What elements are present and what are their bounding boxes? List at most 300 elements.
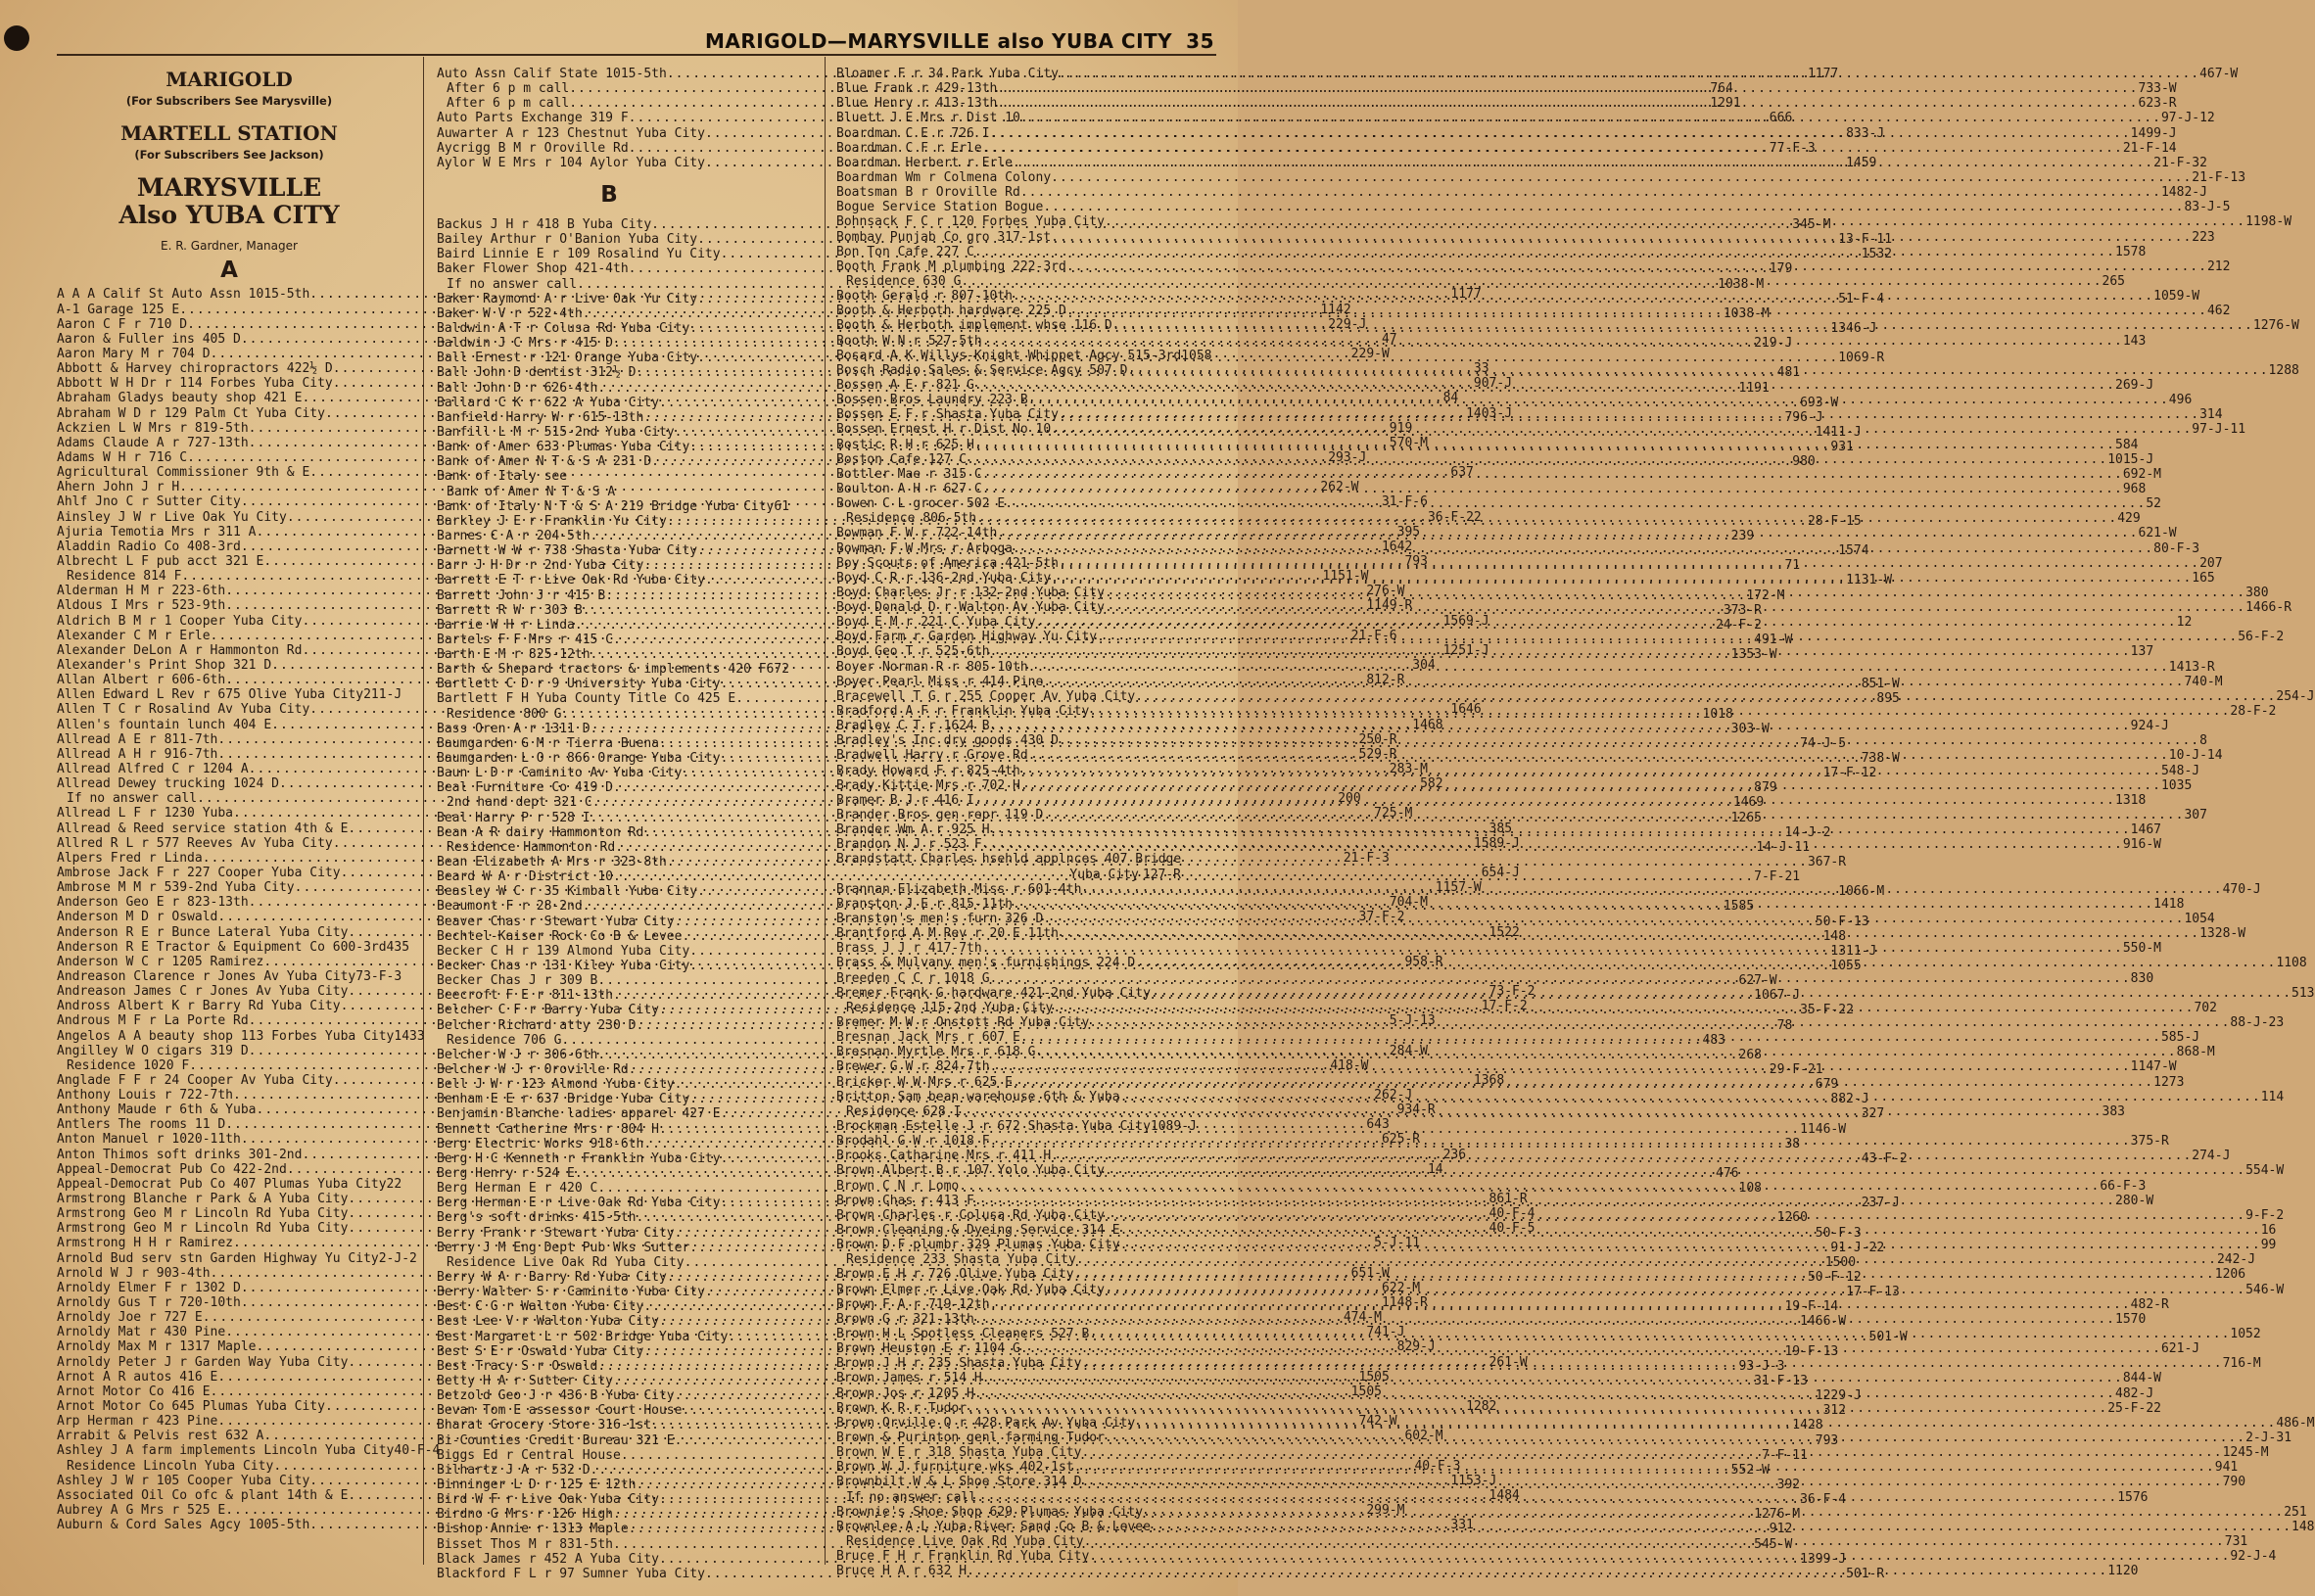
- listing-phone: 236: [1442, 1147, 1467, 1162]
- listing-phone: 280-W: [2115, 1193, 2154, 1208]
- listing-name: Berg Henry r 524 E: [437, 1165, 575, 1181]
- listing-name: Ajuria Temotia Mrs r 311 A: [57, 524, 257, 540]
- listing-name: Boyd Donald D r Walton Av Yuba City: [836, 600, 1105, 616]
- listing-phone: 1570: [2115, 1311, 2147, 1327]
- listing-phone: 868-M: [2176, 1045, 2215, 1060]
- leader-dots: [1013, 1072, 2153, 1093]
- listing-phone: 467-W: [2199, 67, 2239, 81]
- leader-dots: [982, 941, 2123, 956]
- leader-dots: [1013, 541, 2153, 559]
- header-title: MARIGOLD—MARYSVILLE also YUBA CITY: [704, 29, 1173, 53]
- listing-name: Bracewell T G r 255 Cooper Av Yuba City: [836, 688, 1136, 704]
- listing-name: Bowen C L grocer 502 E: [836, 496, 1006, 512]
- listing-name: Bostic R H r 625 H: [836, 437, 974, 452]
- listing-phone: 1273: [2153, 1074, 2185, 1090]
- listing-name: Belcher W J r Oroville Rd: [437, 1062, 629, 1077]
- listing-phone: 1151-W: [1322, 569, 1369, 585]
- leader-dots: [974, 245, 2115, 262]
- listing-phone: 262-J: [1374, 1088, 1413, 1103]
- listing-entry: [836, 348, 1212, 363]
- listing-name: Bogue Service Station Bogue: [836, 200, 1044, 215]
- listing-name: Boyer Norman R r 805-10th: [836, 659, 1028, 675]
- listing-name: Bresnan Jack Mrs r 607 E: [836, 1030, 1020, 1046]
- listing-name: Brady Kittie Mrs r 702 H: [836, 777, 1020, 793]
- listing-phone: 1403-J: [1466, 405, 1513, 421]
- listing-name: Biggs Ed r Central House: [437, 1447, 621, 1463]
- listing-phone: 916-W: [2122, 837, 2161, 853]
- listing-phone: 1055: [1830, 959, 1862, 974]
- listing-name: Bradley C T r 1624 B: [836, 719, 990, 734]
- listing-name: Ashley J W r 105 Cooper Yuba City: [57, 1473, 310, 1488]
- leader-dots: [974, 1312, 2115, 1330]
- listing-entry: [437, 469, 781, 484]
- listing-entry: [57, 687, 402, 702]
- listing-name: Brown F A r 719-12th: [836, 1296, 990, 1312]
- listing-name: Britton Sam bean warehouse 6th & Yuba: [836, 1089, 1120, 1104]
- listing-phone: 851-W: [1861, 677, 1900, 692]
- leader-dots: [1105, 214, 2245, 229]
- listing-entry: [57, 1443, 441, 1459]
- listing-name: Blue Henry r 413-13th: [836, 96, 998, 112]
- listing-name: Allen's fountain lunch 404 E: [57, 717, 272, 732]
- listing-phone: 114: [2260, 1089, 2285, 1104]
- listing-phone: 1198-W: [2245, 214, 2292, 230]
- listing-entry: [836, 185, 2207, 201]
- leader-dots: [976, 511, 2117, 526]
- listing-phone: 7-F-21: [1754, 869, 1801, 885]
- leader-dots: [974, 793, 2115, 811]
- listing-phone: 1229-J: [1815, 1388, 1862, 1404]
- listing-name: Ackzien L W Mrs r 819-5th: [57, 420, 249, 436]
- listing-name: Boardman C F r Erle: [836, 140, 982, 156]
- listing-name: Boyd E M r 221 C Yuba City: [836, 615, 1036, 631]
- listing-phone: 672: [766, 662, 790, 678]
- listing-phone: 254-J: [2276, 688, 2315, 704]
- listing-name: Bossen A E r 821 G: [836, 377, 974, 393]
- listing-phone: 552-W: [1730, 1462, 1770, 1478]
- listing-name: Beal Harry P r 528 I: [437, 810, 591, 825]
- listing-name: Boyd C R r 136-2nd Yuba City: [836, 570, 1052, 586]
- listing-name: Brownbilt W & L Shoe Store 314 D: [836, 1475, 1082, 1490]
- listing-name: Bosard A K Willys-Knight Whippet Agcy 515-3rd: [836, 348, 1182, 363]
- leader-dots: [959, 1179, 2100, 1197]
- listing-phone: 1108: [2276, 956, 2307, 971]
- listing-name: Brockman Estelle J r 672 Shasta Yuba City: [836, 1118, 1151, 1134]
- listing-name: Bartlett C D r 9 University Yuba City: [437, 677, 721, 692]
- listing-name: Brannan Elizabeth Miss r 601-4th: [836, 881, 1082, 897]
- listing-phone: 50-F-3: [1815, 1225, 1862, 1241]
- listing-name: After 6 p m call: [447, 81, 570, 97]
- listing-phone: 83-J-5: [2184, 200, 2231, 215]
- listing-phone: 716-M: [2222, 1356, 2261, 1372]
- listing-name: Baker Raymond A r Live Oak Yu City: [437, 291, 698, 306]
- listing-phone: 1353-W: [1730, 647, 1777, 663]
- listing-phone: 1500: [1824, 1254, 1857, 1270]
- listing-phone: 429: [2117, 511, 2141, 527]
- listing-phone: 1282: [1466, 1399, 1497, 1415]
- listing-phone: 1066-M: [1838, 884, 1885, 900]
- listing-phone: 367-R: [1807, 855, 1847, 870]
- leader-dots: [1020, 1030, 2161, 1045]
- listing-phone: 741-J: [1366, 1325, 1405, 1340]
- listing-phone: 1318: [2115, 792, 2147, 808]
- listing-phone: 829-J: [1396, 1339, 1436, 1355]
- listing-name: Ambrose Jack F r 227 Cooper Yuba City: [57, 865, 341, 880]
- leader-dots: [967, 452, 2107, 470]
- listing-name: Armstrong H H r Ramirez: [57, 1236, 234, 1251]
- listing-name: Alexander's Print Shop 321 D: [57, 657, 272, 673]
- listing-name: Anglade F F r 24 Cooper Av Yuba City: [57, 1072, 333, 1088]
- listing-name: Brewer G W r 824-7th: [836, 1059, 990, 1075]
- listing-name: Residence Lincoln Yuba City: [67, 1458, 274, 1474]
- manager-line: E. R. Gardner, Manager: [161, 239, 298, 254]
- listing-name: Beasley W C r 35 Kimball Yuba City: [437, 884, 698, 900]
- listing-phone: 9-F-2: [2245, 1207, 2285, 1223]
- leader-dots: [1112, 318, 2253, 333]
- listing-entry: [836, 169, 2246, 185]
- listing-phone: 742-W: [1358, 1414, 1397, 1430]
- listing-name: Appeal-Democrat Pub Co 422-2nd: [57, 1161, 287, 1177]
- listing-phone: 919: [1389, 420, 1413, 436]
- listing-name: Bluett J E Mrs r Dist 10: [836, 111, 1020, 126]
- listing-phone: 1177: [1450, 287, 1482, 303]
- listing-name: Blackford F L r 97 Sumner Yuba City: [437, 1566, 705, 1581]
- listing-name: Aldous I Mrs r 523-9th: [57, 598, 226, 614]
- listing-phone: 304: [1412, 657, 1436, 673]
- listing-phone: 50-F-13: [1815, 914, 1869, 929]
- listing-phone: 10-J-14: [2168, 748, 2223, 764]
- leader-dots: [1105, 600, 2245, 615]
- listing-name: Ball John D r 626-4th: [437, 380, 598, 396]
- listing-phone: 51-F-4: [1838, 291, 1885, 306]
- listing-name: Booth & Herboth implement whse 116 D: [836, 318, 1112, 334]
- listing-name: Barrie W H r Linda: [437, 617, 575, 633]
- town-heading-marysville: MARYSVILLE: [136, 173, 322, 203]
- leader-dots: [1151, 986, 2291, 1004]
- listing-name: Boardman Wm r Colmena Colony: [836, 169, 1052, 185]
- leader-dots: [1059, 733, 2199, 748]
- listing-phone: 1467: [2130, 822, 2161, 838]
- listing-phone: 88-J-23: [2230, 1015, 2285, 1030]
- listing-name: Appeal-Democrat Pub Co 407 Plumas Yuba City: [57, 1176, 387, 1192]
- listing-name: Berry Frank r Stewart Yuba City: [437, 1225, 675, 1241]
- listing-name: Allread Dewey trucking 1024 D: [57, 776, 279, 792]
- listing-phone: 481: [1776, 365, 1801, 381]
- listing-name: Bruce F H r Franklin Rd Yuba City: [836, 1549, 1090, 1565]
- listing-name: Boardman C E r 726 I: [836, 125, 990, 141]
- listing-phone: 21-F-14: [2122, 140, 2177, 156]
- listing-phone: 545-W: [1754, 1536, 1793, 1552]
- listing-name: Anderson W C r 1205 Ramirez: [57, 954, 264, 969]
- leader-dots: [1020, 185, 2161, 200]
- leader-dots: [967, 1401, 2107, 1419]
- listing-phone: 1018: [1702, 706, 1733, 722]
- listing-name: Berry J M Eng Dept Pub Wks Sutter: [437, 1240, 690, 1255]
- listing-phone: 501-R: [1846, 1566, 1885, 1581]
- listing-phone: 704-M: [1389, 895, 1428, 911]
- listing-name: Binninger L D r 125 E 12th: [437, 1477, 637, 1492]
- listing-name: Residence 630 G: [846, 273, 962, 289]
- listing-phone: 25-F-22: [2107, 1400, 2161, 1416]
- listing-name: Banfill L M r 515-2nd Yuba City: [437, 424, 675, 440]
- listing-phone: 265: [2102, 273, 2126, 289]
- listing-phone: 28-F-15: [1807, 513, 1862, 529]
- listing-phone: 1585: [1723, 899, 1755, 915]
- listing-phone: 435: [386, 939, 410, 955]
- listing-phone: 22: [386, 1176, 402, 1192]
- listing-phone: 1177: [1807, 67, 1839, 81]
- listing-name: Abbott W H Dr r 114 Forbes Yuba City: [57, 376, 333, 392]
- listing-phone: 418-W: [1330, 1057, 1369, 1073]
- leader-dots: [1020, 761, 2161, 781]
- listing-phone: 934-R: [1396, 1103, 1436, 1118]
- listing-name: Berg Herman E r 420 C: [437, 1181, 598, 1197]
- listing-name: A-1 Garage 125 E: [57, 302, 180, 317]
- listing-phone: 1245-M: [2222, 1445, 2269, 1461]
- listing-phone: 165: [2192, 570, 2215, 586]
- listing-name: Ainsley J W r Live Oak Yu City: [57, 509, 287, 525]
- listing-name: Branston J E r 815-11th: [836, 896, 1014, 912]
- listing-phone: 200: [1338, 791, 1361, 807]
- town-note: (For Subscribers See Marysville): [125, 94, 333, 108]
- leader-dots: [1036, 1045, 2177, 1059]
- listing-phone: 501-W: [1868, 1329, 1908, 1344]
- listing-name: Brown J H r 235 Shasta Yuba City: [836, 1356, 1082, 1372]
- listing-phone: 148: [1822, 928, 1847, 944]
- listing-phone: 97-J-11: [2192, 422, 2246, 438]
- listing-name: Ballard C K r 622 A Yuba City: [437, 395, 659, 410]
- listing-name: Beard W A r District 10: [437, 869, 614, 885]
- listing-name: Baird Linnie E r 109 Rosalind Yu City: [437, 247, 721, 262]
- listing-name: Boy Scouts of America 421-5th: [836, 555, 1059, 571]
- leader-dots: [974, 1386, 2115, 1404]
- listing-phone: 73-F-3: [355, 968, 402, 984]
- listing-name: Andross Albert K r Barry Rd Yuba City: [57, 999, 341, 1014]
- listing-phone: 1149-R: [1366, 598, 1413, 614]
- listing-phone: 968: [2122, 481, 2147, 496]
- leader-dots: [976, 1487, 2117, 1508]
- leader-dots: [990, 1059, 2131, 1074]
- listing-phone: 250-R: [1358, 731, 1397, 747]
- listing-name: Birdno G Mrs r 126 High: [437, 1507, 614, 1523]
- listing-name: Becker Chas J r 309 B: [437, 973, 598, 989]
- listing-phone: 1459: [1846, 155, 1877, 170]
- listing-phone: 211-J: [363, 687, 402, 703]
- listing-name: Bass Oren A r 1311 D: [437, 721, 591, 736]
- listing-phone: 958-R: [1404, 954, 1443, 969]
- listing-phone: 327: [1861, 1106, 1885, 1122]
- leader-dots: [974, 378, 2115, 393]
- listing-phone: 882-J: [1830, 1092, 1869, 1107]
- listing-phone: 74-J-5: [1800, 735, 1847, 751]
- listing-name: Aladdin Radio Co 408-3rd: [57, 539, 241, 554]
- listing-phone: 127-R: [1142, 867, 1181, 882]
- listing-phone: 1428: [1792, 1418, 1823, 1433]
- leader-dots: [1105, 586, 2245, 600]
- listing-phone: 1131-W: [1846, 573, 1893, 588]
- leader-dots: [990, 644, 2131, 659]
- leader-dots: [990, 126, 2131, 141]
- leader-dots: [1036, 615, 2177, 630]
- listing-name: Breeden C C r 1018 G: [836, 970, 990, 986]
- listing-phone: 314: [2199, 407, 2223, 423]
- listing-phone: 14-J-2: [1784, 824, 1831, 840]
- leader-dots: [1028, 393, 2169, 407]
- listing-name: Arnot Motor Co 645 Plumas Yuba City: [57, 1399, 325, 1415]
- listing-phone: 47: [1381, 331, 1397, 347]
- listing-name: Belcher C F r Barry Yuba City: [437, 1003, 659, 1018]
- listing-name: Benjamin Blanche ladies apparel 427 E: [437, 1106, 721, 1122]
- leader-dots: [1066, 304, 2207, 318]
- listing-name: Boston Cafe 127 C: [836, 451, 968, 467]
- town-headings: [57, 67, 402, 254]
- listing-entry: [57, 969, 402, 984]
- listing-name: Baumgarden L O r 866 Orange Yuba City: [437, 751, 721, 767]
- leader-dots: [1135, 689, 2276, 707]
- listing-phone: 31-F-6: [1381, 494, 1428, 510]
- listing-phone: 482-J: [2115, 1385, 2154, 1401]
- listing-phone: 1469: [1732, 795, 1765, 811]
- listing-phone: 1522: [1488, 924, 1520, 940]
- listing-name: Brodahl G W r 1018 F: [836, 1134, 990, 1150]
- listing-name: Bradwell Harry r Grove Rd: [836, 748, 1028, 764]
- listing-phone: 1142: [1320, 302, 1351, 317]
- listing-name: Best C G r Walton Yuba City: [437, 1299, 644, 1315]
- listing-name: Booth Frank M plumbing 222-3rd: [836, 258, 1066, 274]
- leader-dots: [1043, 808, 2184, 822]
- listing-name: Bilhartz J A r 532 D: [437, 1462, 591, 1478]
- listing-phone: 693-W: [1800, 395, 1839, 410]
- listing-phone: 331: [1450, 1518, 1474, 1533]
- listing-phone: 307: [2184, 808, 2207, 823]
- listing-name: Brooks Catharine Mrs r 411 H: [836, 1149, 1052, 1164]
- listing-phone: 529-R: [1358, 746, 1397, 762]
- listing-name: Auwarter A r 123 Chestnut Yuba City: [437, 125, 705, 141]
- listing-name: Allen Edward L Rev r 675 Olive Yuba City: [57, 687, 364, 703]
- listing-name: Residence 233 Shasta Yuba City: [846, 1252, 1076, 1268]
- listing-name: Adams Claude A r 727-13th: [57, 435, 249, 450]
- listing-name: Yuba City: [1069, 867, 1139, 882]
- listing-phone: 1328-W: [2199, 926, 2246, 942]
- listing-phone: 91-J-22: [1830, 1240, 1885, 1255]
- listing-entry: [836, 852, 1181, 867]
- listing-entry: [57, 939, 410, 955]
- listing-name: Aaron Mary M r 704 D: [57, 347, 211, 362]
- listing-name: Boyd Charles Jr r 132-2nd Yuba City: [836, 585, 1105, 600]
- listing-name: Booth W N r 527-5th: [836, 333, 982, 349]
- listing-phone: 844-W: [2122, 1371, 2161, 1386]
- listing-phone: 92-J-4: [2230, 1549, 2277, 1565]
- listing-phone: 550-M: [2122, 941, 2161, 957]
- listing-name: Bank of Amer N T & S A: [447, 484, 616, 499]
- listing-phone: 242-J: [2216, 1252, 2256, 1268]
- listing-phone: 36-F-22: [1427, 509, 1482, 525]
- listing-name: Bird W F r Live Oak Yuba City: [437, 1492, 659, 1508]
- listing-phone: 725-M: [1374, 806, 1413, 821]
- listing-phone: 1505: [1350, 1384, 1382, 1399]
- listing-phone: 1191: [1738, 380, 1770, 396]
- leader-dots: [967, 1564, 2107, 1578]
- listing-phone: 924-J: [2130, 719, 2169, 734]
- leader-dots: [1074, 1267, 2215, 1282]
- listing-phone: 483: [1702, 1032, 1726, 1048]
- listing-name: Brown G r 321-13th: [836, 1311, 974, 1327]
- listing-phone: 513: [2291, 985, 2315, 1001]
- listing-name: Ball Ernest r 121 Orange Yuba City: [437, 351, 698, 366]
- listing-phone: 622-M: [1381, 1280, 1421, 1295]
- leader-dots: [1059, 556, 2199, 574]
- leader-dots: [982, 1371, 2123, 1385]
- listing-phone: 692-M: [2122, 466, 2161, 482]
- leader-dots: [982, 141, 2123, 156]
- listing-name: Abbott & Harvey chiropractors 422½ D: [57, 361, 333, 377]
- listing-name: Bradley's Inc dry goods 430 D: [836, 733, 1059, 749]
- listing-phone: 796-J: [1784, 409, 1823, 425]
- listing-phone: 702: [2194, 1000, 2217, 1015]
- listing-phone: 237-J: [1861, 1196, 1900, 1211]
- listing-phone: 1482-J: [2160, 185, 2207, 201]
- page-number: 35: [1186, 29, 1214, 53]
- listing-phone: 1276-M: [1754, 1507, 1801, 1523]
- listing-phone: 299-M: [1366, 1503, 1405, 1518]
- listing-phone: 733-W: [2138, 81, 2177, 97]
- listing-name: Bottler Mae r 315 C: [836, 466, 982, 482]
- listing-phone: 303-W: [1730, 721, 1770, 736]
- listing-phone: 43-F-2: [1861, 1150, 1908, 1166]
- listing-name: Bowman F W r 722-14th: [836, 526, 998, 541]
- listing-phone: 38: [1784, 1136, 1801, 1151]
- listing-name: Auto Parts Exchange 319 F: [437, 111, 629, 126]
- leader-dots: [1013, 289, 2153, 304]
- listing-phone: 28-F-2: [2230, 704, 2277, 720]
- listing-phone: 1578: [2115, 244, 2147, 259]
- listing-phone: 383: [2102, 1103, 2126, 1119]
- listing-name: Alexander C M r Erle: [57, 628, 211, 643]
- listing-name: Agricultural Commissioner 9th & E: [57, 465, 310, 481]
- listing-phone: 269-J: [2115, 377, 2154, 393]
- listing-phone: 666: [1769, 111, 1793, 126]
- listing-name: Brantford A M Rev r 20 E 11th: [836, 926, 1059, 942]
- listing-phone: 582: [1420, 776, 1443, 792]
- listing-name: Arnold Bud serv stn Garden Highway Yu City: [57, 1250, 379, 1266]
- leader-dots: [1105, 1163, 2245, 1178]
- listing-name: Beal Furniture Co 419 D: [437, 780, 614, 796]
- listing-name: Berry Walter S r Caminito Yuba City: [437, 1285, 705, 1300]
- listing-phone: 229-J: [1328, 316, 1367, 332]
- listing-name: Ball John D dentist 312½ D: [437, 365, 637, 381]
- leader-dots: [1028, 748, 2169, 763]
- leader-dots: [1043, 675, 2184, 692]
- header-rule: [57, 54, 1216, 56]
- listing-phone: 625-R: [1381, 1132, 1421, 1148]
- listing-name: Residence Live Oak Rd Yuba City: [447, 1254, 685, 1270]
- listing-phone: 8: [2199, 733, 2207, 749]
- leader-dots: [1089, 1327, 2230, 1341]
- leader-dots: [990, 719, 2131, 733]
- listing-name: Berg Electric Works 918-6th: [437, 1136, 644, 1151]
- listing-name: Arnoldy Joe r 727 E: [57, 1310, 203, 1326]
- listing-phone: 276-W: [1366, 584, 1405, 599]
- listing-name: Berg H C Kenneth r Franklin Yuba City: [437, 1150, 721, 1166]
- listing-name: Beecroft F E r 811-13th: [437, 988, 614, 1004]
- listing-phone: 78: [1776, 1017, 1793, 1033]
- listing-name: Baldwin A T r Colusa Rd Yuba City: [437, 320, 690, 336]
- listing-name: Brown E H r 726 Olive Yuba City: [836, 1267, 1074, 1283]
- listing-phone: 1260: [1776, 1210, 1808, 1226]
- listing-name: Bank of Amer N T & S A 231 D: [437, 454, 652, 470]
- leader-dots: [1127, 363, 2268, 381]
- listing-name: Armstrong Blanche r Park & A Yuba City: [57, 1192, 349, 1207]
